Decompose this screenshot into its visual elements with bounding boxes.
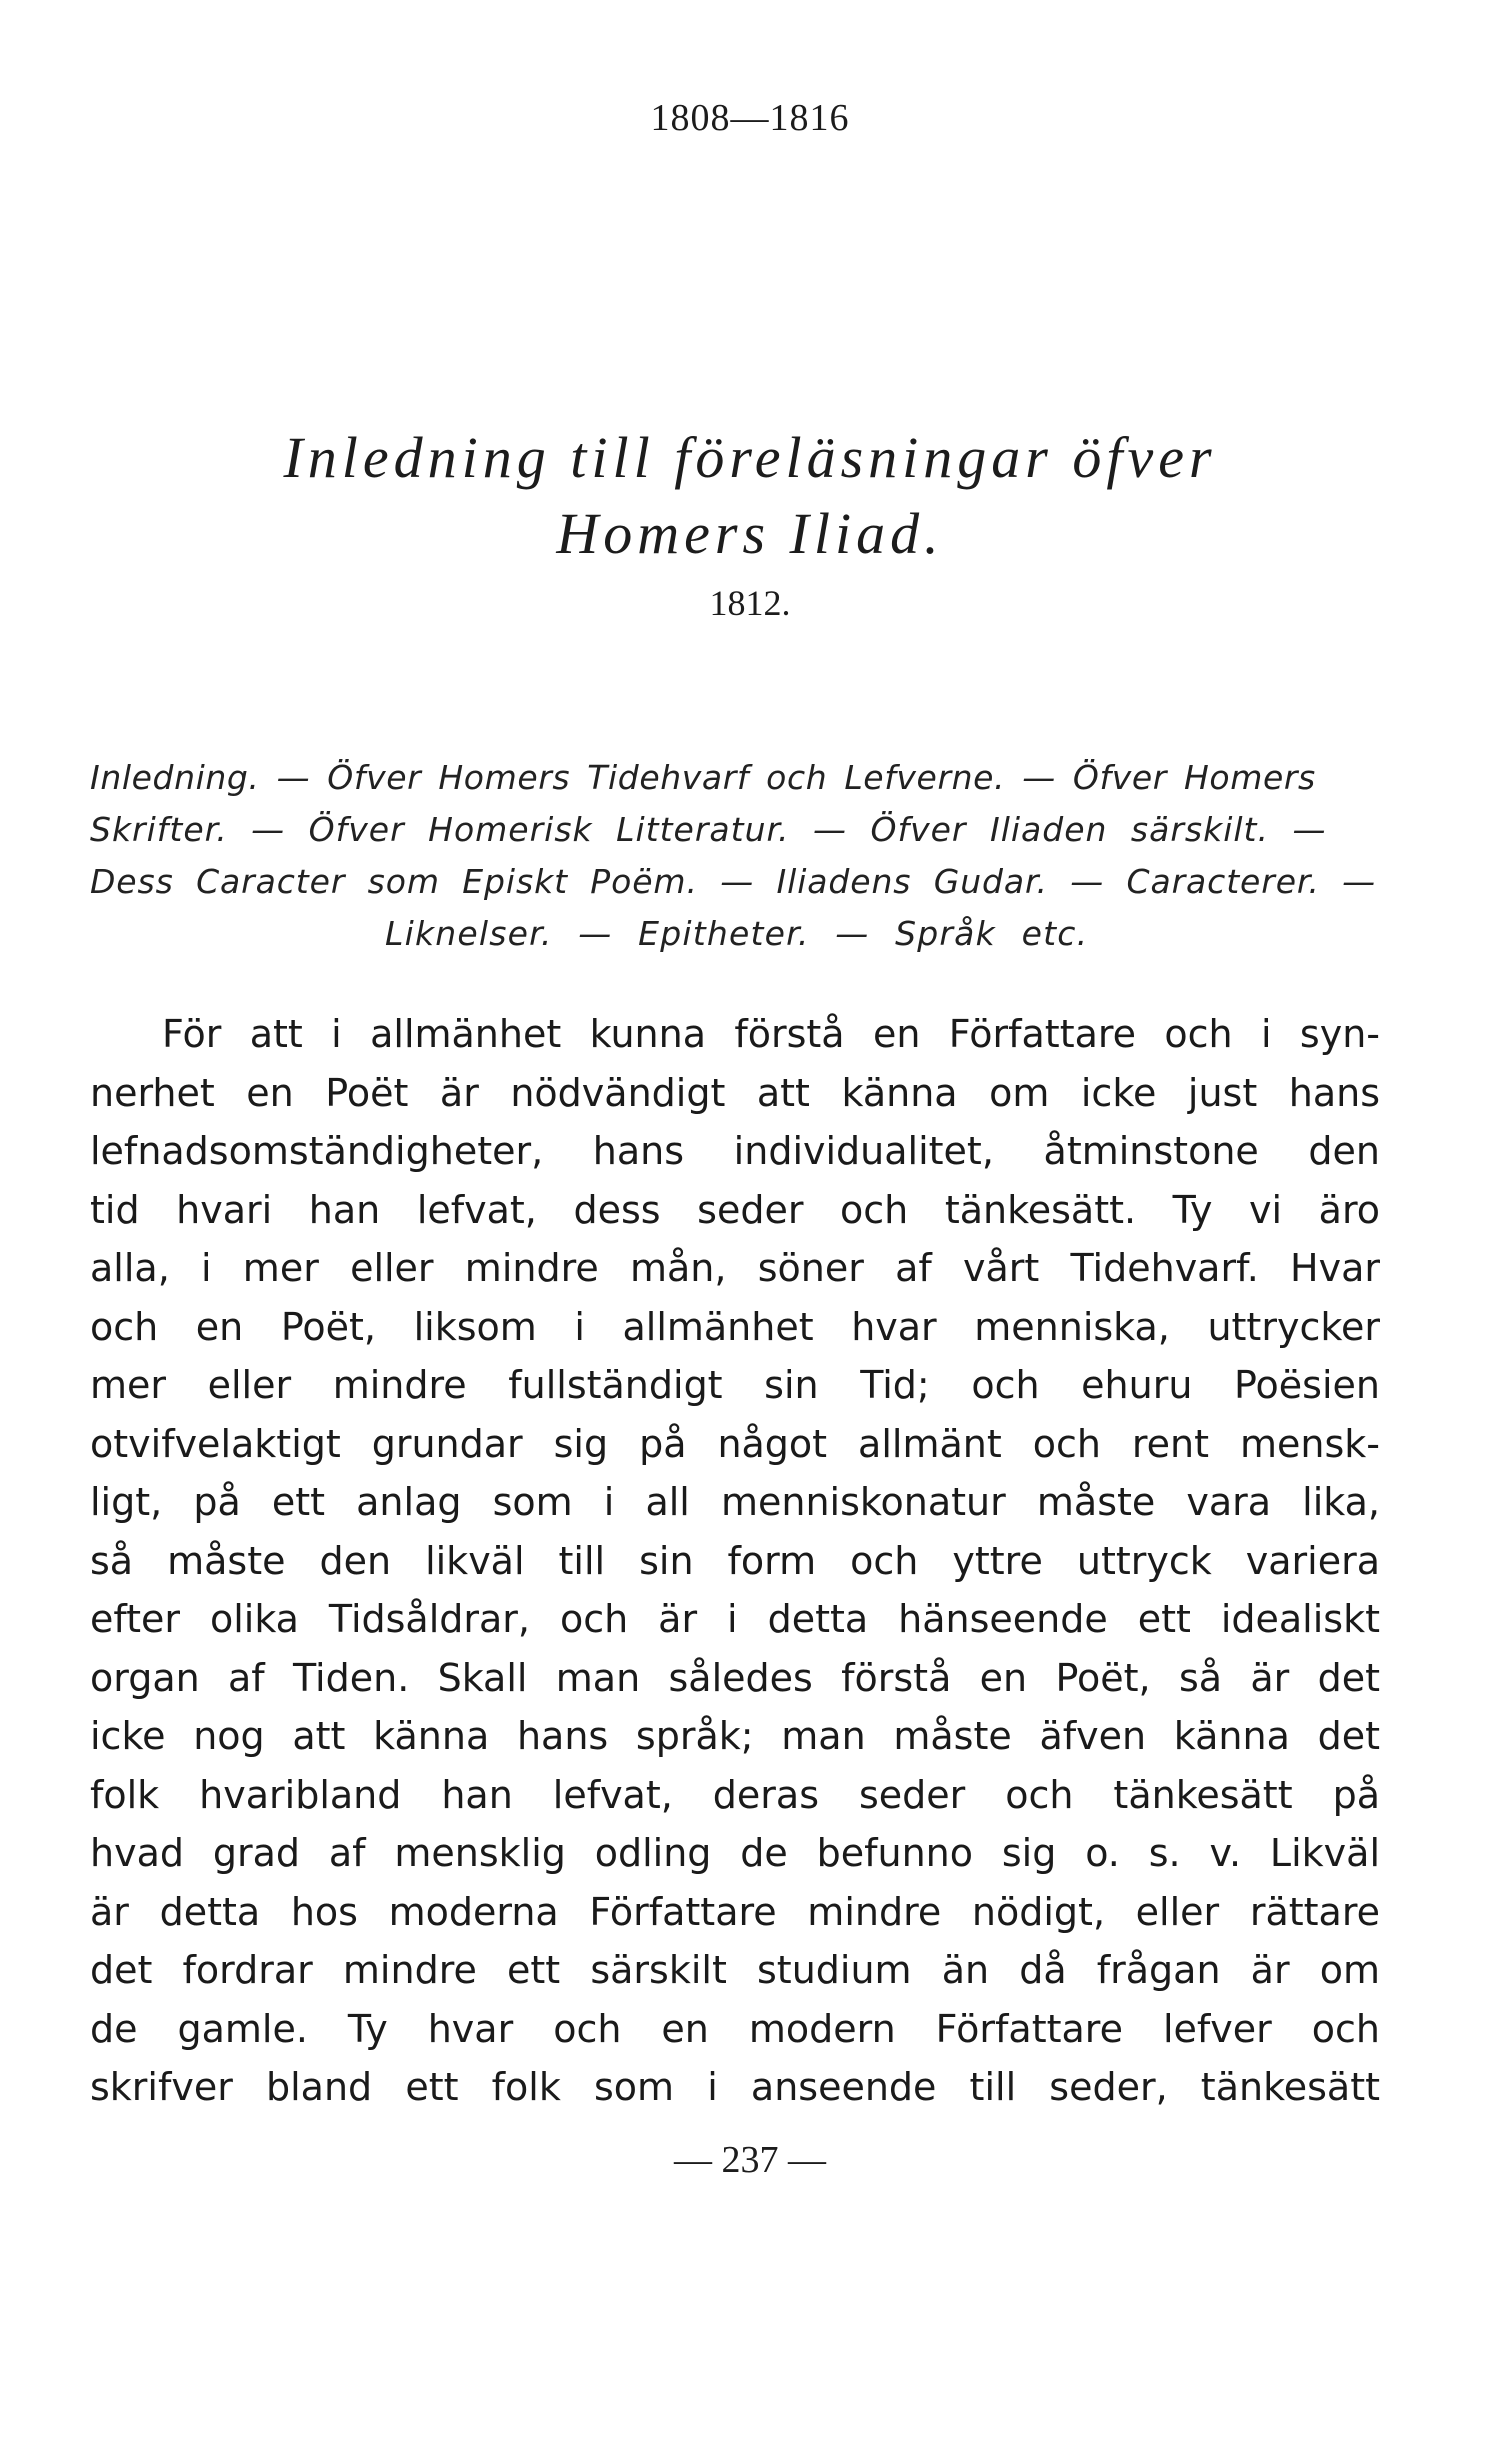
contents-line: Dess Caracter som Episkt Poëm. — Iliadens Gudar. — Caracterer. — [90, 862, 1377, 901]
body-line: nerhet en Poët är nödvändigt att känna om icke just hans [90, 1070, 1380, 1115]
body-line: ligt, på ett anlag som i all menniskonatur måste vara lika, [90, 1480, 1380, 1524]
body-line: För att i allmänhet kunna förstå en Författare och i syn- [162, 1012, 1380, 1056]
page-number: — 237 — [674, 2139, 826, 2181]
body-line: är detta hos moderna Författare mindre nödigt, eller rättare [90, 1889, 1380, 1934]
body-line: folk hvaribland han lefvat, deras seder och tänkesätt på [90, 1772, 1380, 1817]
contents-line: Inledning. — Öfver Homers Tidehvarf och Lefverne. — Öfver Homers [90, 758, 1316, 797]
chapter-title [0, 420, 1500, 572]
body-line: så måste den likväl till sin form och yttre uttryck variera [90, 1538, 1380, 1583]
contents-line: Skrifter. — Öfver Homerisk Litteratur. — Öfver Iliaden särskilt. — [90, 810, 1327, 849]
body-line: alla, i mer eller mindre mån, söner af vårt Tidehvarf. Hvar [90, 1246, 1380, 1290]
chapter-year: 1812. [709, 583, 791, 623]
body-line: mer eller mindre fullständigt sin Tid; och ehuru Poësien [90, 1363, 1380, 1407]
body-line: tid hvari han lefvat, dess seder och tänkesätt. Ty vi äro [90, 1187, 1380, 1232]
body-paragraph [90, 1005, 1380, 2117]
body-line: organ af Tiden. Skall man således förstå en Poët, så är det [90, 1655, 1380, 1700]
body-line: de gamle. Ty hvar och en modern Författare lefver och [90, 2006, 1380, 2051]
body-line: otvifvelaktigt grundar sig på något allmänt och rent mensk- [90, 1421, 1380, 1466]
body-line: icke nog att känna hans språk; man måste äfven känna det [90, 1714, 1380, 1758]
body-line: lefnadsomständigheter, hans individualitet, åtminstone den [90, 1129, 1380, 1173]
body-line: hvad grad af mensklig odling de befunno sig o. s. v. Likväl [90, 1831, 1380, 1875]
body-line: efter olika Tidsåldrar, och är i detta hänseende ett idealiskt [90, 1597, 1380, 1641]
chapter-contents-summary [90, 752, 1380, 960]
running-head: 1808—1816 [650, 97, 850, 139]
body-line: skrifver bland ett folk som i anseende till seder, tänkesätt [90, 2065, 1380, 2109]
chapter-title-line-1: Inledning till föreläsningar öfver [283, 425, 1217, 490]
body-line: och en Poët, liksom i allmänhet hvar menniska, uttrycker [90, 1304, 1380, 1349]
contents-line: Liknelser. — Epitheter. — Språk etc. [385, 914, 1089, 953]
body-line: det fordrar mindre ett särskilt studium än då frågan är om [90, 1948, 1380, 1992]
chapter-title-line-2: Homers Iliad. [556, 501, 944, 566]
